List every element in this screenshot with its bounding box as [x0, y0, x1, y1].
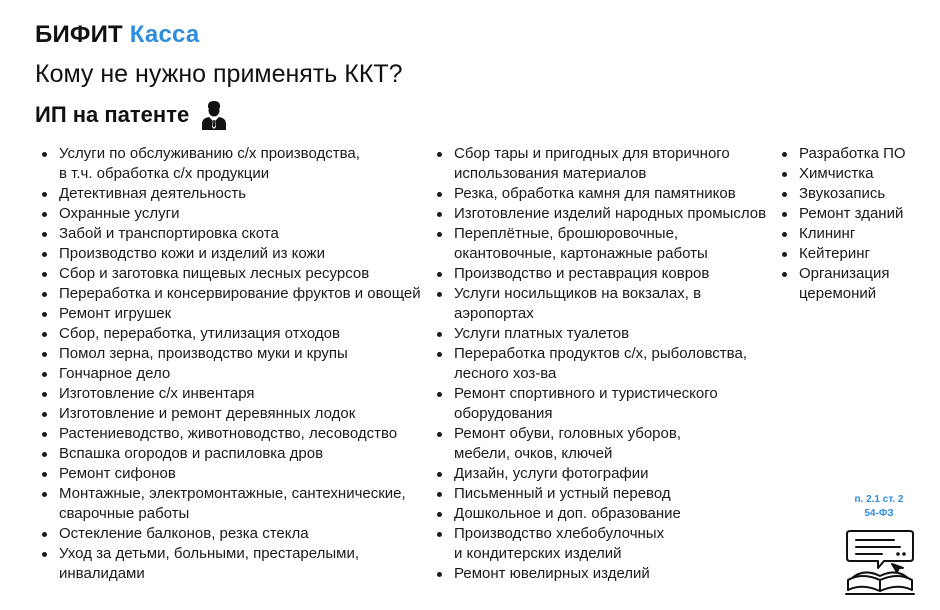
list-item-text: Резка, обработка камня для памятников — [454, 185, 736, 202]
list-item — [775, 264, 925, 304]
list-item — [430, 524, 790, 564]
list-item-text: оборудования — [454, 405, 553, 422]
list-item — [35, 344, 435, 364]
activities-list-middle — [430, 144, 790, 584]
list-item-text: лесного хоз-ва — [454, 365, 557, 382]
list-item-text: Организация — [799, 265, 890, 282]
law-reference — [838, 493, 920, 521]
list-item-text: Изготовление и ремонт деревянных лодок — [59, 405, 356, 422]
open-book-chat-icon — [844, 528, 916, 598]
list-item — [430, 204, 790, 224]
law-reference-article: п. 2.1 ст. 2 — [854, 494, 904, 505]
list-item-text: Ремонт сифонов — [59, 465, 176, 482]
list-item-text: Дошкольное и доп. образование — [454, 505, 681, 522]
list-item-text: инвалидами — [59, 565, 145, 582]
list-item-text: Изготовление изделий народных промыслов — [454, 205, 767, 222]
list-item-text: Дизайн, услуги фотографии — [454, 465, 649, 482]
list-item — [430, 564, 790, 584]
list-item-text: Клининг — [799, 225, 856, 242]
list-item-text: Забой и транспортировка скота — [59, 225, 279, 242]
person-icon — [201, 100, 227, 130]
list-item — [35, 304, 435, 324]
list-item-text: сварочные работы — [59, 505, 190, 522]
list-item — [430, 324, 790, 344]
list-item-text: аэропортах — [454, 305, 534, 322]
list-item — [35, 144, 435, 184]
list-item-text: Производство и реставрация ковров — [454, 265, 710, 282]
list-item — [35, 544, 435, 584]
list-item-text: Вспашка огородов и распиловка дров — [59, 445, 324, 462]
list-item-text: Сбор и заготовка пищевых лесных ресурсов — [59, 265, 370, 282]
law-reference-law: 54-ФЗ — [864, 508, 894, 519]
list-item-text: в т.ч. обработка с/х продукции — [59, 165, 270, 182]
list-item-text: Разработка ПО — [799, 145, 906, 162]
list-item — [775, 204, 925, 224]
list-item — [35, 284, 435, 304]
list-item-text: Письменный и устный перевод — [454, 485, 671, 502]
list-item — [775, 164, 925, 184]
list-item-text: Переплётные, брошюровочные, — [454, 225, 679, 242]
list-item-text: Детективная деятельность — [59, 185, 247, 202]
section-title — [35, 100, 227, 130]
list-item — [35, 364, 435, 384]
brand-product: Касса — [129, 21, 200, 48]
list-item — [35, 384, 435, 404]
list-item — [35, 264, 435, 284]
list-item-text: Остекление балконов, резка стекла — [59, 525, 309, 542]
list-item-text: Услуги по обслуживанию с/х производства, — [59, 145, 360, 162]
list-item — [430, 344, 790, 384]
list-item — [775, 184, 925, 204]
list-item — [430, 504, 790, 524]
list-item-text: Химчистка — [799, 165, 874, 182]
list-item-text: Услуги платных туалетов — [454, 325, 630, 342]
list-item-text: Кейтеринг — [799, 245, 870, 262]
list-item-text: церемоний — [799, 285, 877, 302]
list-item-text: Переработка продуктов с/х, рыболовства, — [454, 345, 747, 362]
list-item — [775, 224, 925, 244]
list-item — [430, 284, 790, 324]
list-item — [775, 244, 925, 264]
list-item-text: Монтажные, электромонтажные, сантехнические, — [59, 485, 406, 502]
list-item-text: Гончарное дело — [59, 365, 171, 382]
list-item-text: Ремонт ювелирных изделий — [454, 565, 650, 582]
list-item — [775, 144, 925, 164]
list-item-text: Производство хлебобулочных — [454, 525, 665, 542]
list-item — [35, 424, 435, 444]
list-item — [35, 244, 435, 264]
list-item-text: Сбор, переработка, утилизация отходов — [59, 325, 340, 342]
list-item — [35, 444, 435, 464]
list-item — [430, 384, 790, 424]
list-item — [35, 404, 435, 424]
list-item-text: мебели, очков, ключей — [454, 445, 613, 462]
activities-list-left — [35, 144, 435, 584]
list-item — [35, 204, 435, 224]
list-item — [430, 144, 790, 184]
list-item — [430, 484, 790, 504]
list-item-text: окантовочные, картонажные работы — [454, 245, 708, 262]
list-item-text: Переработка и консервирование фруктов и овощей — [59, 285, 421, 302]
list-item — [430, 184, 790, 204]
list-item-text: Производство кожи и изделий из кожи — [59, 245, 325, 262]
list-item-text: Помол зерна, производство муки и крупы — [59, 345, 348, 362]
list-item — [35, 324, 435, 344]
list-item-text: Ремонт игрушек — [59, 305, 172, 322]
list-item-text: Ремонт спортивного и туристического — [454, 385, 718, 402]
list-item-text: Ремонт обуви, головных уборов, — [454, 425, 681, 442]
list-item — [430, 264, 790, 284]
list-item-text: Охранные услуги — [59, 205, 180, 222]
list-item — [35, 484, 435, 524]
list-item-text: Сбор тары и пригодных для вторичного — [454, 145, 730, 162]
list-item-text: Растениеводство, животноводство, лесоводство — [59, 425, 398, 442]
list-item-text: и кондитерских изделий — [454, 545, 622, 562]
list-item — [430, 424, 790, 464]
list-item — [35, 184, 435, 204]
list-item — [35, 524, 435, 544]
list-item-text: Услуги носильщиков на вокзалах, в — [454, 285, 702, 302]
list-item — [35, 224, 435, 244]
list-item-text: Уход за детьми, больными, престарелыми, — [59, 545, 360, 562]
list-item-text: Изготовление с/х инвентаря — [59, 385, 255, 402]
list-item-text: Ремонт зданий — [799, 205, 904, 222]
list-item — [430, 464, 790, 484]
brand-logo — [35, 21, 199, 49]
list-item-text: использования материалов — [454, 165, 647, 182]
list-item — [35, 464, 435, 484]
brand-name: БИФИТ — [35, 21, 123, 48]
activities-list-right — [775, 144, 925, 304]
section-title-text: ИП на патенте — [35, 102, 190, 127]
list-item — [430, 224, 790, 264]
page-title: Кому не нужно применять ККТ? — [35, 60, 403, 88]
list-item-text: Звукозапись — [799, 185, 886, 202]
